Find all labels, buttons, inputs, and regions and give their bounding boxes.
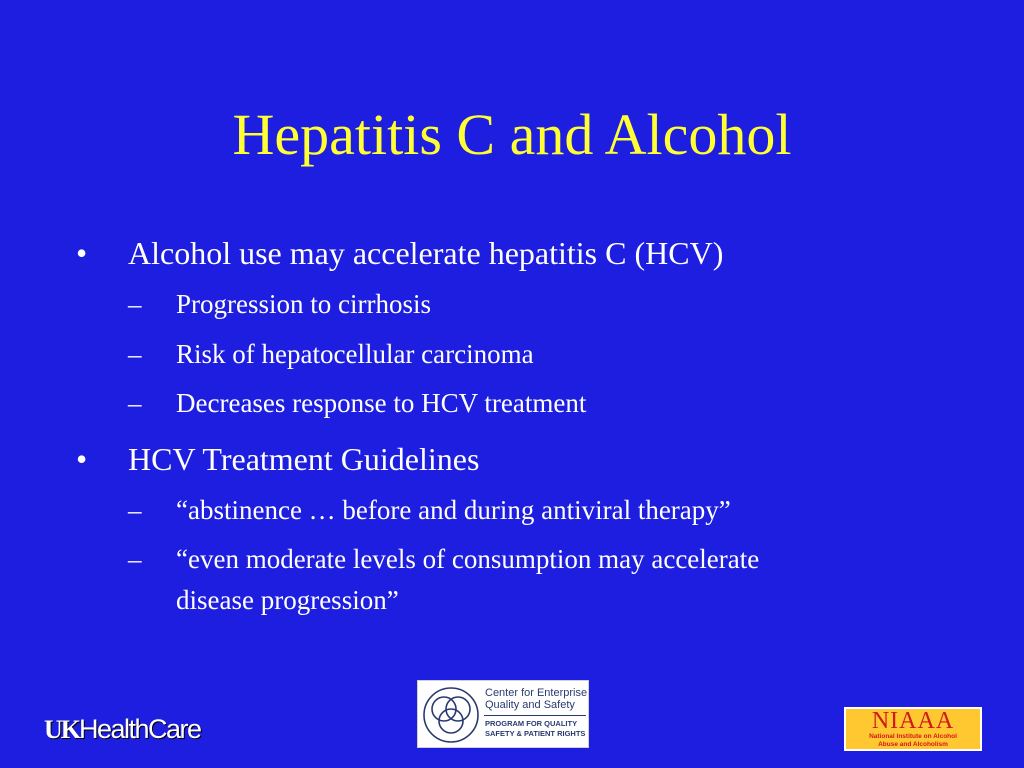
bullet-marker: • [76,441,88,477]
interlocking-rings-icon [420,685,482,745]
uk-logo-wordmark: HealthCare [79,714,201,744]
center-logo-line: Center for Enterprise [485,687,588,699]
dash-marker: – [128,339,142,369]
center-logo-line: SAFETY & PATIENT RIGHTS [485,729,586,738]
center-logo-line: Quality and Safety [485,699,575,711]
subbullet-text: Decreases response to HCV treatment [176,388,587,418]
niaaa-logo [844,707,982,751]
slide-title: Hepatitis C and Alcohol [232,102,792,167]
subbullet-text: disease progression” [176,585,399,615]
uk-logo-mark: UK [44,715,79,744]
niaaa-subtitle: National Institute on Alcohol [869,733,957,740]
center-logo-line: PROGRAM FOR QUALITY [485,719,578,728]
subbullet-text: “even moderate levels of consumption may accelerate [176,544,760,574]
subbullet-text: “abstinence … before and during antiviral therapy” [176,495,731,525]
niaaa-logo-panel [846,709,980,749]
subbullet-text: Progression to cirrhosis [176,289,431,319]
uk-healthcare-logo [44,712,201,747]
bullet-marker: • [76,235,88,271]
center-enterprise-quality-logo [417,680,589,748]
niaaa-title: NIAAA [871,709,955,734]
subbullet-text: Risk of hepatocellular carcinoma [176,339,534,369]
dash-marker: – [128,544,142,574]
center-logo-divider [484,715,586,716]
bullet-text: Alcohol use may accelerate hepatitis C (HCV) [128,235,724,271]
bullet-text: HCV Treatment Guidelines [128,441,480,477]
niaaa-subtitle: Abuse and Alcoholism [878,741,948,748]
dash-marker: – [128,388,142,418]
dash-marker: – [128,495,142,525]
dash-marker: – [128,289,142,319]
